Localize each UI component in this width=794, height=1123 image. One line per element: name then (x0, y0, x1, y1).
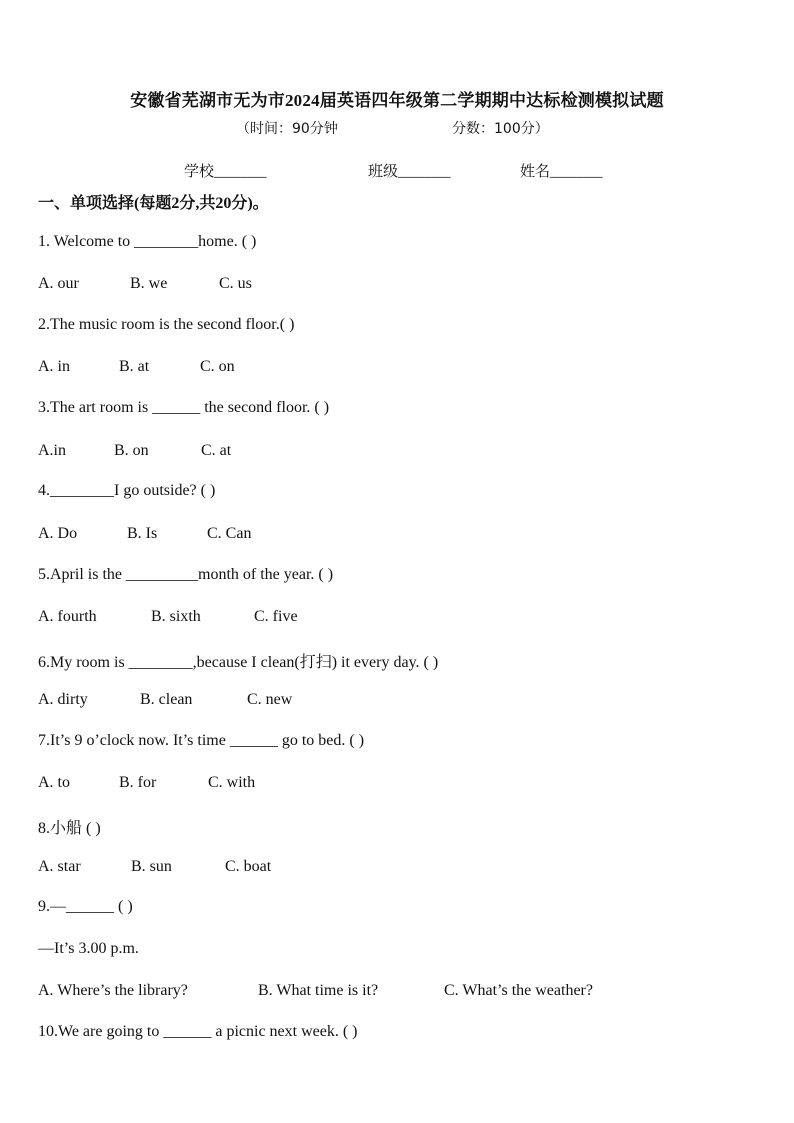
question-text: month of the year. ( ) (198, 566, 334, 583)
option-c: C. us (219, 275, 252, 292)
name-field: 姓名_______ (520, 164, 603, 180)
question-text: 3.The art room is (38, 399, 153, 416)
exam-score: 分数：100分） (452, 121, 549, 137)
question-text: home. ( ) (198, 233, 257, 250)
option-a: A. star (38, 858, 81, 875)
answer-blank: ______ (66, 898, 114, 915)
question-7 (38, 732, 364, 750)
question-text: 10.We are going to (38, 1023, 164, 1040)
option-c: C. Can (207, 525, 252, 542)
option-a: A. in (38, 358, 70, 375)
option-c: C. What’s the weather? (444, 982, 593, 999)
question-9-reply: —It’s 3.00 p.m. (38, 940, 139, 957)
question-text: 9.— (38, 898, 66, 915)
question-9 (38, 898, 133, 916)
question-3 (38, 399, 329, 417)
answer-blank: ______ (163, 1023, 212, 1040)
question-text: the second floor. ( ) (200, 399, 330, 416)
question-2 (38, 316, 294, 334)
option-b: B. What time is it? (258, 982, 379, 999)
answer-blank: ______ (152, 399, 201, 416)
question-text: 6.My room is (38, 654, 129, 671)
answer-blank: ______ (229, 732, 278, 749)
option-b: B. clean (140, 691, 193, 708)
question-text: 7.It’s 9 o’clock now. It’s time (38, 732, 230, 749)
option-c: C. new (247, 691, 293, 708)
question-8 (38, 815, 101, 838)
question-10 (38, 1023, 358, 1041)
question-text: I go outside? ( ) (114, 482, 216, 499)
question-text: go to bed. ( ) (277, 732, 365, 749)
question-4 (38, 482, 215, 500)
option-a: A. Where’s the library? (38, 982, 188, 999)
question-1 (38, 233, 256, 251)
question-text: ( ) (114, 898, 133, 915)
option-b: B. sun (131, 858, 172, 875)
option-a: A. our (38, 275, 79, 292)
option-a: A. to (38, 774, 70, 791)
question-text: 1. Welcome to (38, 233, 135, 250)
question-5 (38, 566, 333, 584)
option-b: B. we (130, 275, 168, 292)
option-b: B. on (114, 442, 149, 459)
question-text: 2.The music room is the second floor.( ) (38, 316, 295, 333)
option-a: A.in (38, 442, 66, 459)
option-a: A. Do (38, 525, 78, 542)
exam-title: 安徽省芜湖市无为市2024届英语四年级第二学期期中达标检测模拟试题 (130, 91, 664, 110)
answer-blank: ________ (50, 482, 114, 499)
section-title: 一、单项选择(每题2分,共20分)。 (38, 195, 269, 212)
option-b: B. at (119, 358, 150, 375)
question-text: a picnic next week. ( ) (211, 1023, 358, 1040)
option-c: C. on (200, 358, 235, 375)
question-6 (38, 649, 438, 672)
question-text: 4. (38, 482, 50, 499)
option-c: C. five (254, 608, 298, 625)
answer-blank: ________ (128, 654, 193, 671)
exam-time: （时间：90分钟 (236, 121, 338, 137)
question-text: ,because I clean(打扫) it every day. ( ) (192, 654, 439, 671)
answer-blank: ________ (134, 233, 199, 250)
class-field: 班级_______ (368, 164, 451, 180)
option-b: B. for (119, 774, 157, 791)
question-text: 5.April is the (38, 566, 126, 583)
option-b: B. sixth (151, 608, 201, 625)
option-a: A. dirty (38, 691, 88, 708)
answer-blank: _________ (126, 566, 198, 583)
question-text: 8.小船 ( ) (38, 820, 101, 837)
option-c: C. boat (225, 858, 272, 875)
option-c: C. at (201, 442, 232, 459)
option-a: A. fourth (38, 608, 97, 625)
school-field: 学校_______ (184, 164, 267, 180)
option-b: B. Is (127, 525, 158, 542)
option-c: C. with (208, 774, 256, 791)
